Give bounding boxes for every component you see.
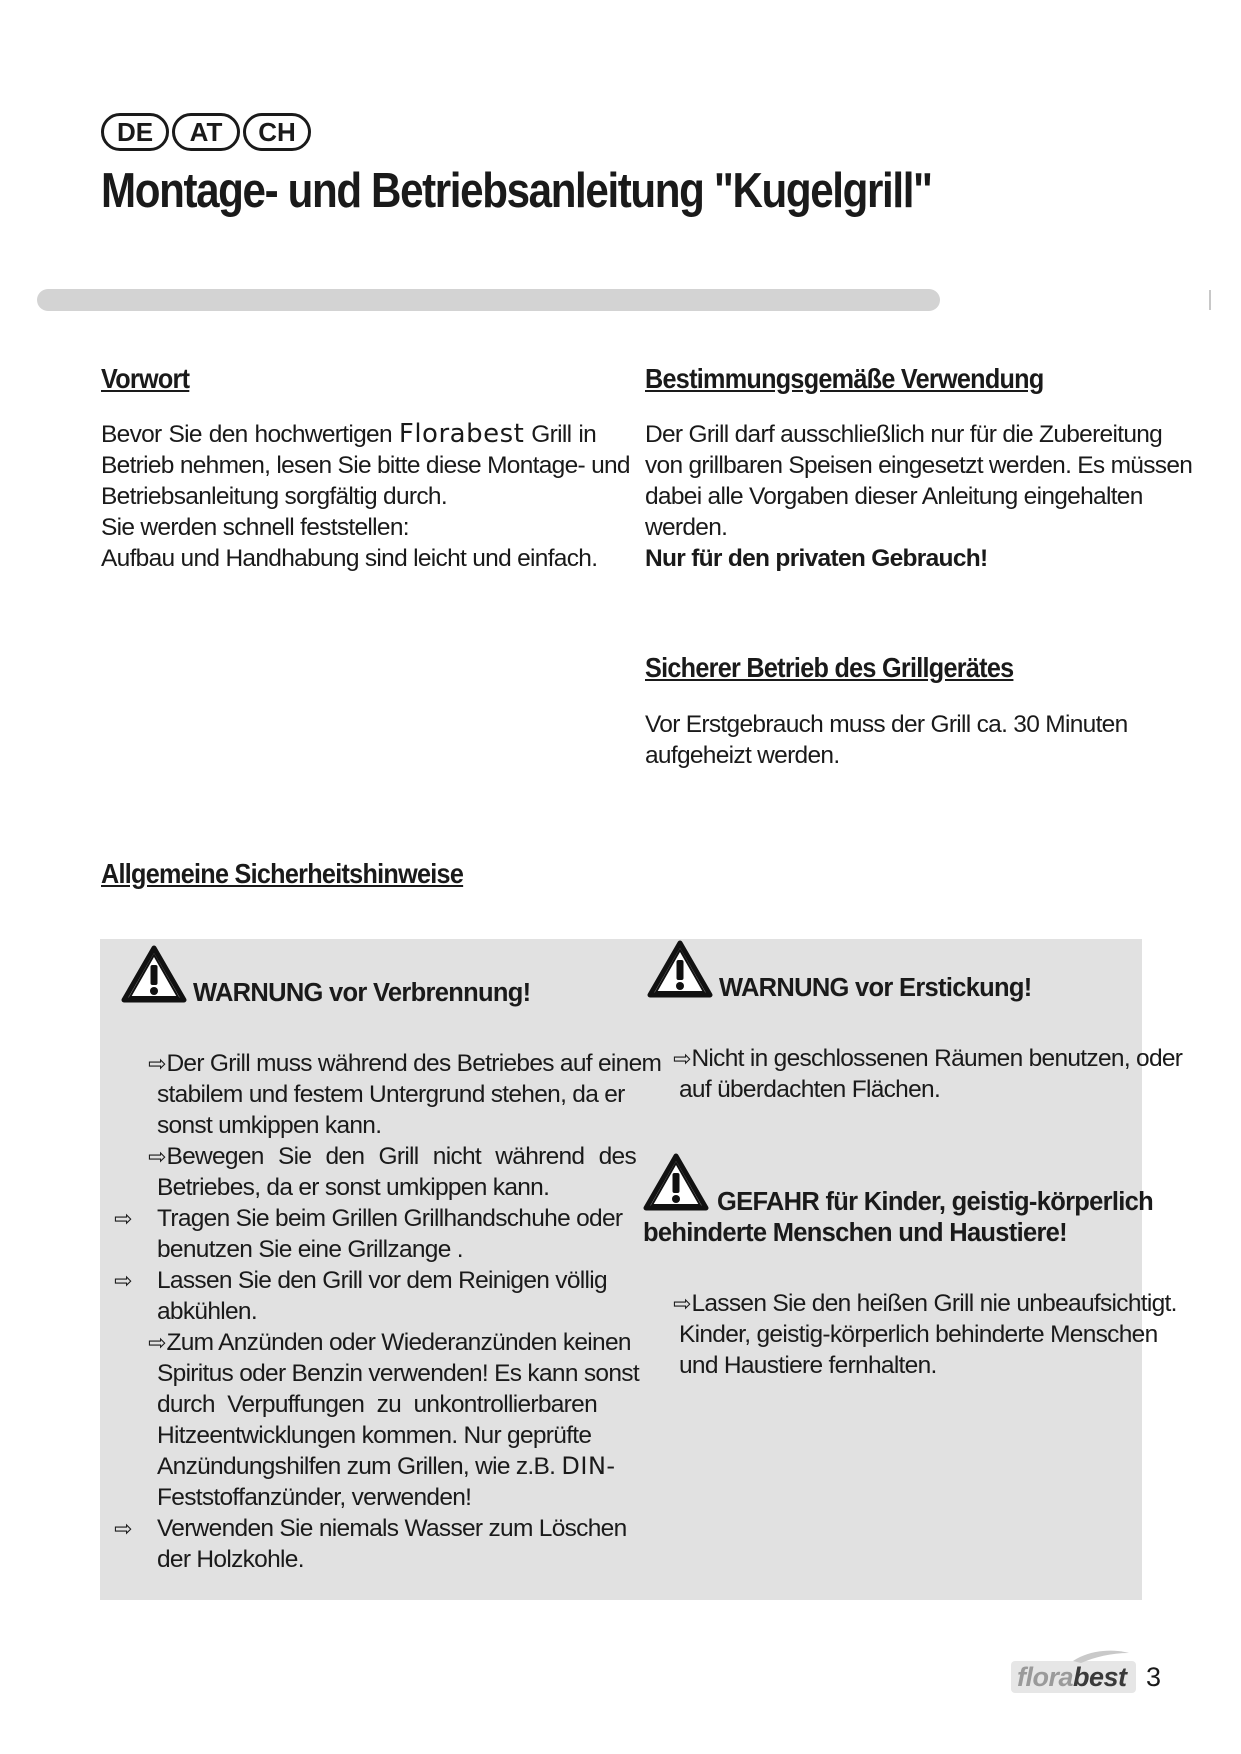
country-badge-ch: CH [243,113,311,151]
bullet-continuation: stabilem und festem Untergrund stehen, da er [157,1081,625,1108]
vorwort-line: Sie werden schnell feststellen: [101,514,409,541]
logo-flora: flora [1017,1662,1074,1692]
bullet-continuation: durch Verpuffungen zu unkontrollierbaren [157,1391,597,1418]
verwendung-line: von grillbaren Speisen eingesetzt werden. Es müssen [645,452,1193,479]
bullet-continuation: Spiritus oder Benzin verwenden! Es kann sonst [157,1360,639,1387]
warning-children-title-line2: behinderte Menschen und Haustiere! [643,1219,1067,1247]
bullet-continuation: Kinder, geistig-körperlich behinderte Menschen [679,1321,1158,1348]
vorwort-line: Betrieb nehmen, lesen Sie bitte diese Montage- und [101,452,630,479]
private-use-note: Nur für den privaten Gebrauch! [645,545,988,572]
country-badge-de: DE [101,113,169,151]
brand-name: Florabest [398,419,525,449]
bullet-item [673,1043,1182,1075]
bullet-continuation: Feststoffanzünder, verwenden! [157,1484,472,1511]
burn-bullets [100,1048,660,1588]
title-divider [37,289,940,311]
arrow-icon: ⇨ [673,1047,692,1072]
bullet-continuation [157,1451,616,1482]
arrow-icon: ⇨ [148,1145,167,1170]
betrieb-line: aufgeheizt werden. [645,742,840,769]
arrow-icon: ⇨ [148,1052,167,1077]
bullet-continuation: sonst umkippen kann. [157,1112,382,1139]
bullet-item [114,1265,132,1297]
verwendung-line: Der Grill darf ausschließlich nur für die Zubereitung [645,421,1163,448]
bullet-text: Tragen Sie beim Grillen Grillhandschuhe oder [157,1205,623,1232]
bullet-item [673,1288,1177,1320]
warning-triangle-icon [643,1153,709,1211]
verwendung-line: werden. [645,514,728,541]
florabest-logo [1011,1647,1136,1695]
bullet-item [148,1141,636,1173]
warning-children-title-line: GEFAHR für Kinder, geistig-körperlich [717,1188,1154,1216]
page-title: Montage- und Betriebsanleitung "Kugelgrill" [101,164,932,218]
vorwort-heading: Vorwort [101,363,190,394]
bullet-text: Anzündungshilfen zum Grillen, wie z.B. [157,1453,562,1480]
vorwort-line [101,419,596,450]
arrow-icon: ⇨ [114,1207,133,1232]
bullet-text: Nicht in geschlossenen Räumen benutzen, oder [691,1045,1183,1072]
suffocation-bullets [645,1043,1183,1113]
verwendung-line: dabei alle Vorgaben dieser Anleitung eingehalten [645,483,1143,510]
bullet-continuation: der Holzkohle. [157,1546,304,1573]
country-badge-at: AT [172,113,240,151]
edge-mark [1209,290,1211,310]
warning-children-title [717,1188,1154,1217]
bullet-continuation: benutzen Sie eine Grillzange . [157,1236,463,1263]
warning-burn-title: WARNUNG vor Verbrennung! [193,979,531,1007]
bullet-continuation: auf überdachten Flächen. [679,1076,941,1103]
bullet-item [114,1203,132,1235]
warning-triangle-icon [121,945,187,1003]
country-badges [101,113,314,151]
vorwort-text-part: Bevor Sie den hochwertigen [101,421,399,448]
sicherheit-heading: Allgemeine Sicherheitshinweise [101,858,464,889]
bullet-continuation: abkühlen. [157,1298,257,1325]
warning-suffocation-title: WARNUNG vor Erstickung! [719,974,1032,1002]
children-bullets [645,1288,1177,1388]
betrieb-heading: Sicherer Betrieb des Grillgerätes [645,652,1014,683]
vorwort-text-part: Grill in [524,421,596,448]
verwendung-heading: Bestimmungsgemäße Verwendung [645,363,1044,394]
bullet-item [148,1048,661,1080]
logo-best: best [1073,1662,1127,1692]
bullet-text: Lassen Sie den heißen Grill nie unbeaufsichtigt. [691,1290,1177,1317]
bullet-text: Lassen Sie den Grill vor dem Reinigen völlig [157,1267,607,1294]
betrieb-text [645,709,1128,771]
bullet-continuation: Betriebes, da er sonst umkippen kann. [157,1174,550,1201]
verwendung-text [645,419,1193,574]
bullet-text: Der Grill muss während des Betriebes auf einem [166,1050,662,1077]
logo-wordmark [1017,1662,1127,1693]
din-label: DIN- [561,1452,616,1480]
bullet-continuation: und Haustiere fernhalten. [679,1352,937,1379]
betrieb-line: Vor Erstgebrauch muss der Grill ca. 30 Minuten [645,711,1128,738]
arrow-icon: ⇨ [148,1331,167,1356]
vorwort-text [101,419,630,574]
arrow-icon: ⇨ [114,1517,133,1542]
bullet-text: Zum Anzünden oder Wiederanzünden keinen [166,1329,631,1356]
bullet-text: Bewegen Sie den Grill nicht während des [166,1143,636,1170]
bullet-text: Verwenden Sie niemals Wasser zum Löschen [157,1515,627,1542]
bullet-item [114,1513,132,1545]
bullet-item [148,1327,631,1359]
bullet-continuation: Hitzeentwicklungen kommen. Nur geprüfte [157,1422,592,1449]
arrow-icon: ⇨ [673,1292,692,1317]
vorwort-line: Betriebsanleitung sorgfältig durch. [101,483,447,510]
page-number: 3 [1146,1662,1162,1692]
warning-triangle-icon [647,940,713,998]
vorwort-line: Aufbau und Handhabung sind leicht und einfach. [101,545,598,572]
arrow-icon: ⇨ [114,1269,133,1294]
